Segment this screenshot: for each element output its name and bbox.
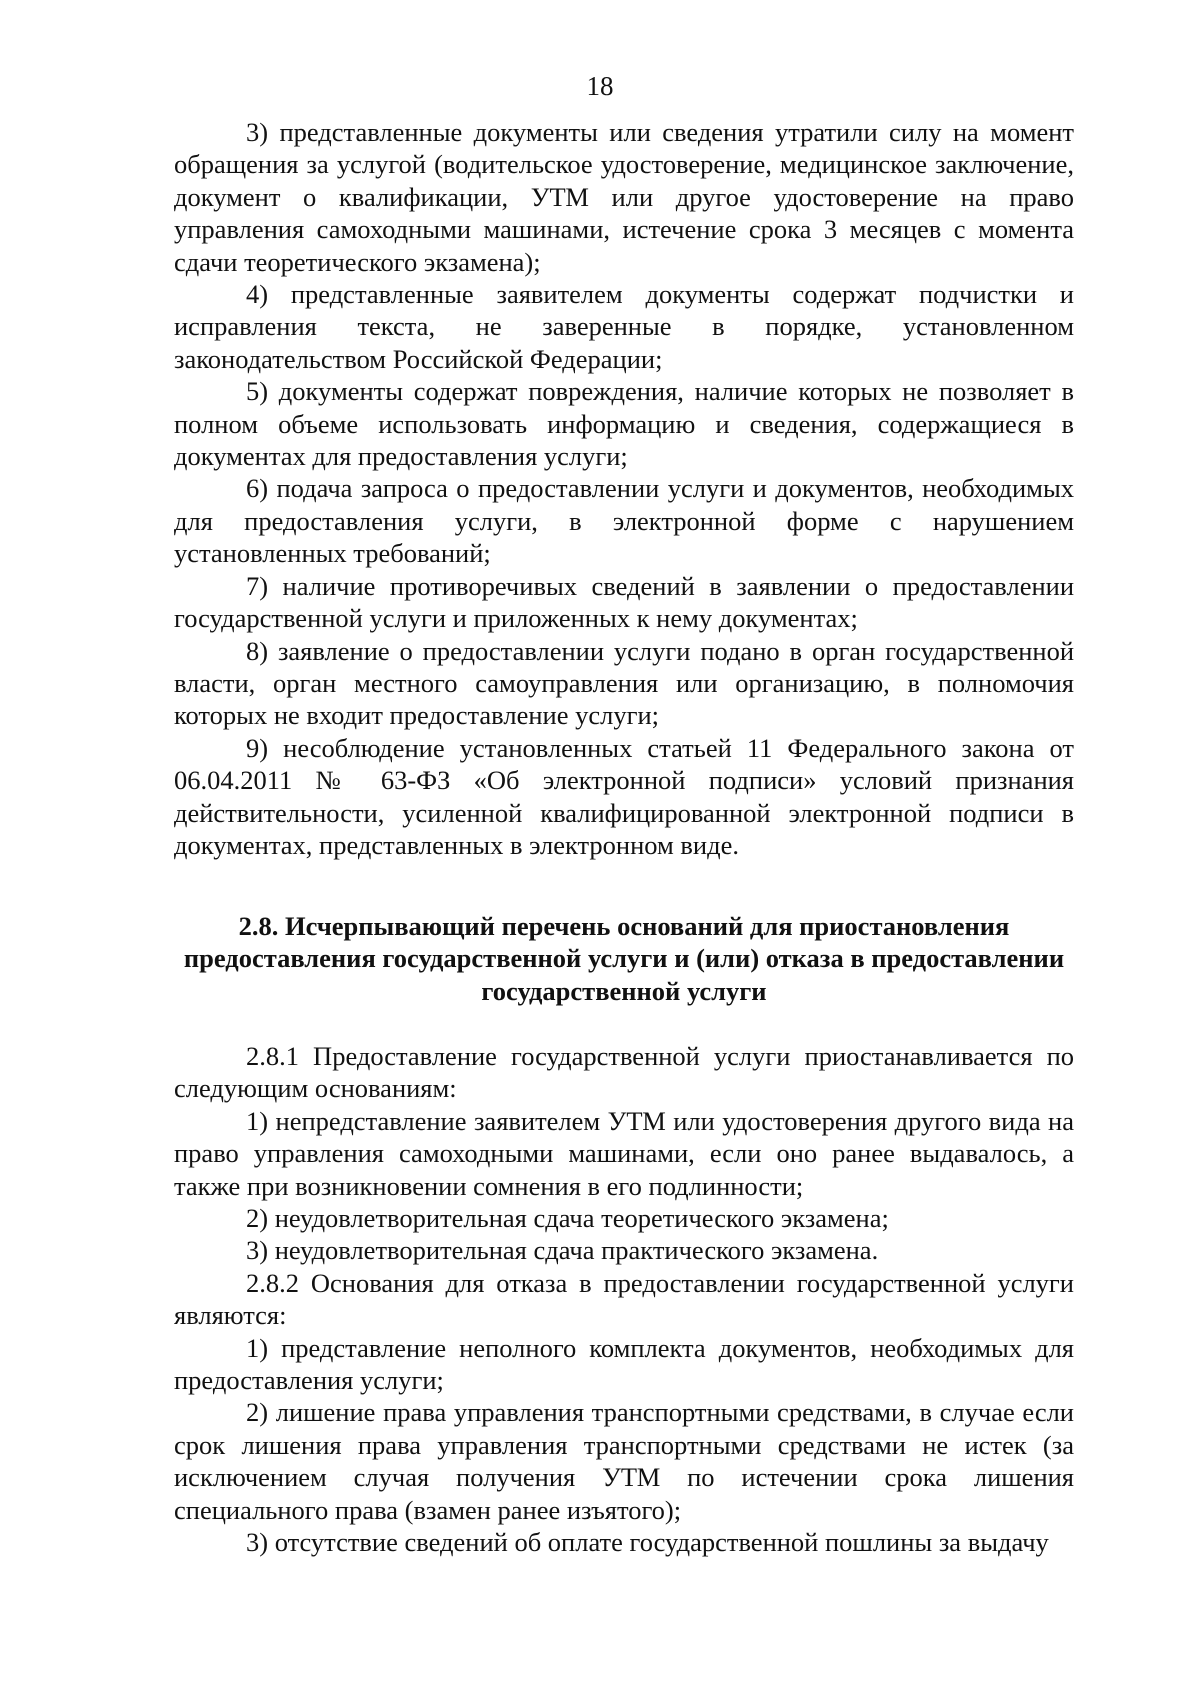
paragraph-2-8-1: 2.8.1 Предоставление государственной услуги приостанавливается по следующим основаниям: — [174, 1041, 1074, 1104]
paragraph-suspension-3: 3) неудовлетворительная сдача практического экзамена. — [246, 1235, 879, 1266]
paragraph-refusal-2: 2) лишение права управления транспортными средствами, в случае если срок лишения права управления транспортными средствами не истек (за исключением случая получения УТМ по истечении срока лишения специального права (взамен ранее изъятого); — [174, 1397, 1074, 1525]
paragraph-refusal-1: 1) представление неполного комплекта документов, необходимых для предоставления услуги; — [174, 1332, 1074, 1396]
page-number: 18 — [586, 71, 614, 101]
paragraph-item-7: 7) наличие противоречивых сведений в заявлении о предоставлении государственной услуги и приложенных к нему документах; — [174, 570, 1074, 634]
paragraph-item-5: 5) документы содержат повреждения, наличие которых не позволяет в полном объеме использовать информацию и сведения, содержащиеся в документах для предоставления услуги; — [174, 376, 1074, 472]
paragraph-item-9: 9) несоблюдение установленных статьей 11 Федерального закона от 06.04.2011 № 63-ФЗ «Об электронной подписи» условий признания действительности, усиленной квалифицированной электронной подписи в документах, представленных в электронном виде. — [174, 732, 1074, 860]
paragraph-item-3: 3) представленные документы или сведения утратили силу на момент обращения за услугой (водительское удостоверение, медицинское заключение, документ о квалификации, УТМ или другое удостоверение на право управления самоходными машинами, истечение срока 3 месяцев с момента сдачи теоретического экзамена); — [174, 117, 1074, 277]
paragraph-item-6: 6) подача запроса о предоставлении услуги и документов, необходимых для предоставления услуги, в электронной форме с нарушением установленных требований; — [174, 473, 1074, 569]
paragraph-2-8-2: 2.8.2 Основания для отказа в предоставлении государственной услуги являются: — [174, 1267, 1074, 1331]
paragraph-item-8: 8) заявление о предоставлении услуги подано в орган государственной власти, орган местного самоуправления или организацию, в полномочия которых не входит предоставление услуги; — [174, 635, 1074, 731]
paragraph-suspension-2: 2) неудовлетворительная сдача теоретического экзамена; — [246, 1203, 889, 1234]
paragraph-refusal-3: 3) отсутствие сведений об оплате государственной пошлины за выдачу — [246, 1527, 1049, 1558]
list-bottom — [174, 1040, 1074, 1559]
section-heading: 2.8. Исчерпывающий перечень оснований для приостановления предоставления государственной услуги и (или) отказа в предоставлении государственной услуги — [183, 911, 1065, 1006]
paragraph-suspension-1: 1) непредставление заявителем УТМ или удостоверения другого вида на право управления самоходными машинами, если оно ранее выдавалось, а также при возникновении сомнения в его подлинности; — [174, 1105, 1074, 1201]
list-top — [174, 116, 1074, 861]
paragraph-item-4: 4) представленные заявителем документы содержат подчистки и исправления текста, не заверенные в порядке, установленном законодательством Российской Федерации; — [174, 279, 1074, 374]
